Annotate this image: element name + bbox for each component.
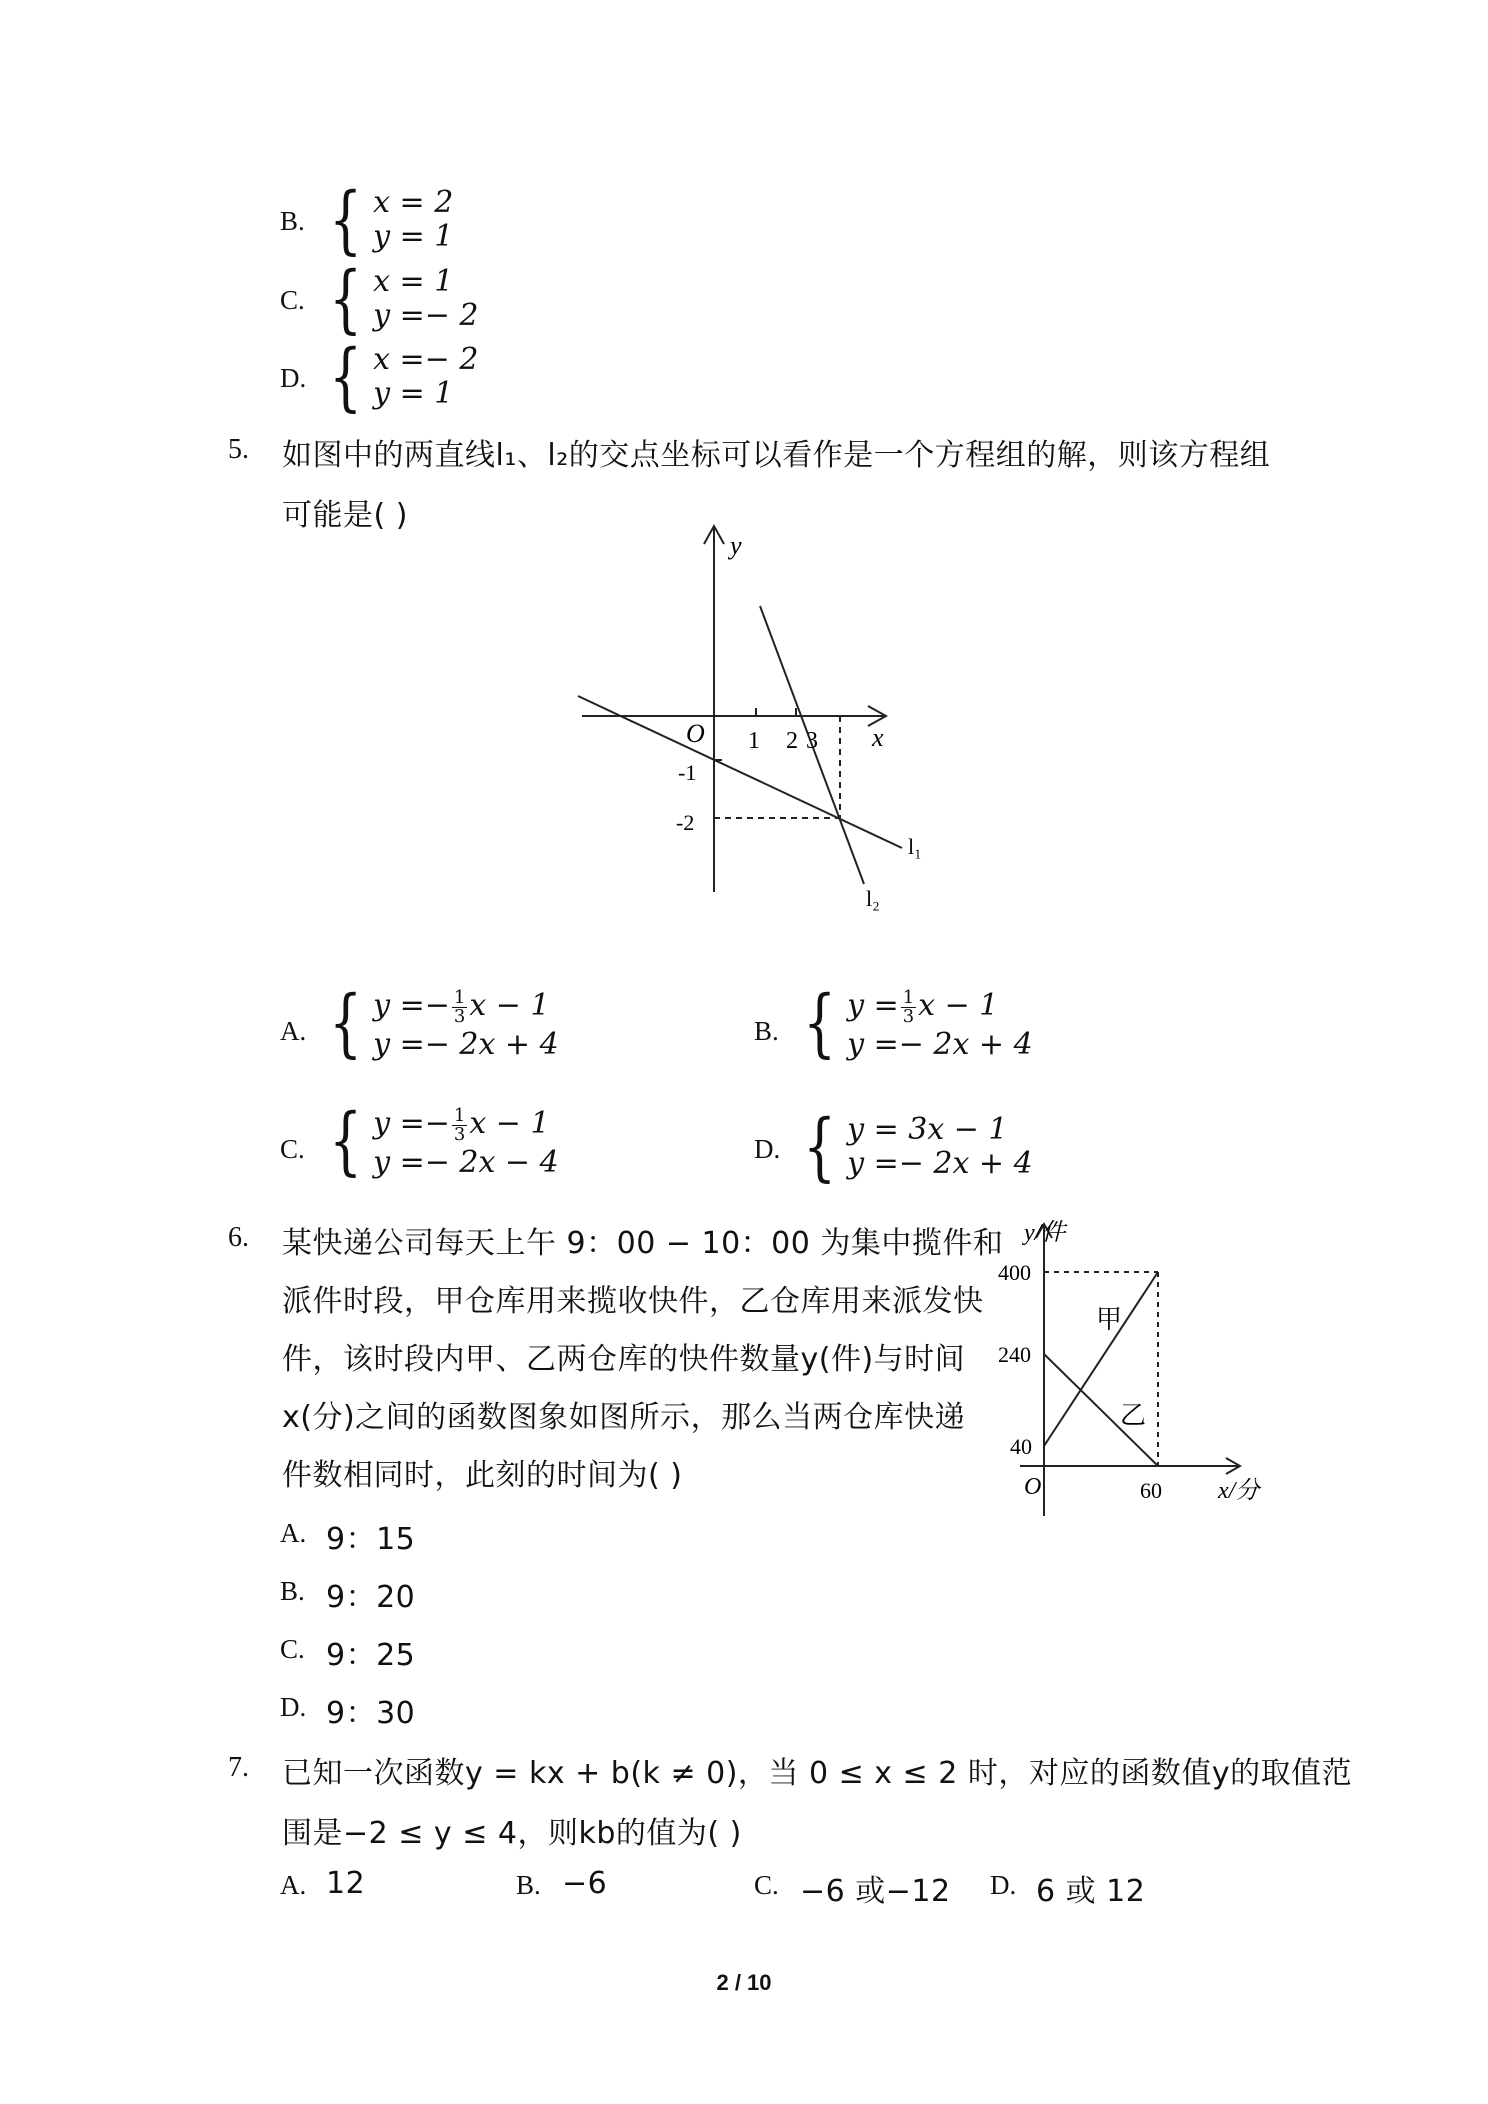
q7-option-d-label: D. [990,1870,1017,1900]
q6-stem-line3: 件，该时段内甲、乙两仓库的快件数量y(件)与时间 [282,1342,966,1377]
fraction: $\frac{1}{3}$ [902,986,915,1027]
fraction: $\frac{1}{3}$ [453,986,466,1027]
q5-option-b-eq1: y = $\frac{1}{3}$ x − 1 [847,986,999,1027]
q5-option-a-label: A. [280,1016,307,1046]
q7-stem-line1: 已知一次函数y = kx + b(k ≠ 0)，当 0 ≤ x ≤ 2 时，对应的函数值y的取值范 [282,1756,1353,1791]
x-tick-label-2: 2 [786,728,798,754]
y-tick-label-400: 400 [998,1260,1031,1285]
q4-option-b-eq1: x = 2 [373,185,454,220]
origin-label: O [686,719,705,748]
page-number: 2 / 10 [716,1970,772,1995]
q7-option-d-text: 6 或 12 [1036,1874,1146,1909]
q7-option-a-label: A. [280,1870,307,1900]
brace-icon: { [329,1098,363,1184]
q7-option-b-text: −6 [562,1866,608,1901]
q4-option-d-eq2: y = 1 [373,376,454,411]
q6-stem-line1: 某快递公司每天上午 9：00 − 10：00 为集中揽件和 [282,1226,1004,1261]
q4-option-b-label: B. [280,206,305,236]
q5-option-a-eq2: y =− 2x + 4 [373,1027,559,1062]
q6-option-a-text: 9：15 [326,1522,416,1557]
y-axis-label: y/件 [1024,1220,1066,1246]
q5-option-b-label: B. [754,1016,779,1046]
origin-label: O [1024,1474,1042,1500]
q4-option-d [322,334,479,420]
q5-option-d [796,1104,1033,1190]
y-tick-label-240: 240 [998,1342,1031,1367]
x-tick-label-60: 60 [1140,1478,1162,1503]
x-tick-label-1: 1 [748,728,760,754]
x-axis-label: x/分 [1218,1478,1260,1504]
q4-option-b-eq2: y = 1 [373,219,454,254]
y-tick-label-40: 40 [1010,1434,1032,1459]
brace-icon: { [803,980,837,1066]
q4-option-d-eq1: x =− 2 [373,342,479,377]
q6-option-c-text: 9：25 [326,1638,416,1673]
fraction: $\frac{1}{3}$ [453,1104,466,1145]
q5-stem-line1: 如图中的两直线l₁、l₂的交点坐标可以看作是一个方程组的解，则该方程组 [282,438,1271,473]
brace-icon: { [329,334,363,420]
q5-option-c-eq1: y =− $\frac{1}{3}$ x − 1 [373,1104,550,1145]
yi-label: 乙 [1120,1401,1147,1430]
q5-option-d-label: D. [754,1134,781,1164]
brace-icon: { [329,256,363,342]
q7-option-c-label: C. [754,1870,779,1900]
q5-option-c-label: C. [280,1134,305,1164]
q5-option-c [322,1098,559,1184]
q4-option-c-eq1: x = 1 [373,264,454,299]
q5-option-b [796,980,1033,1066]
q6-option-d-text: 9：30 [326,1696,416,1731]
q6-option-b-text: 9：20 [326,1580,416,1615]
q6-option-c-label: C. [280,1634,305,1664]
y-axis-label: y [730,531,742,560]
q5-option-a [322,980,559,1066]
q6-figure [990,1216,1280,1520]
y-tick-label-neg1: -1 [678,760,697,785]
q7-stem-line2: 围是−2 ≤ y ≤ 4，则kb的值为( ) [282,1816,742,1851]
q5-stem-line2: 可能是( ) [282,498,408,533]
q7-option-c-text: −6 或−12 [800,1874,951,1909]
q5-option-d-eq1: y = 3x − 1 [847,1112,1008,1147]
q7-option-b-label: B. [516,1870,541,1900]
q5-option-b-eq2: y =− 2x + 4 [847,1027,1033,1062]
l2-label: l₂ [866,886,880,911]
brace-icon: { [329,980,363,1066]
q6-option-d-label: D. [280,1692,307,1722]
q6-number: 6. [228,1222,249,1253]
q6-stem-line4: x(分)之间的函数图象如图所示，那么当两仓库快递 [282,1400,966,1435]
q6-stem-line2: 派件时段，甲仓库用来揽收快件，乙仓库用来派发快 [282,1284,984,1319]
q6-option-b-label: B. [280,1576,305,1606]
q4-option-d-label: D. [280,363,307,393]
q4-option-c-eq2: y =− 2 [373,298,479,333]
brace-icon: { [803,1104,837,1190]
x-tick-label-3: 3 [806,728,818,754]
q7-number: 7. [228,1752,249,1783]
q5-option-a-eq1: y =− $\frac{1}{3}$ x − 1 [373,986,550,1027]
x-axis-label: x [872,723,884,752]
q5-figure [560,520,940,920]
line-l1 [578,696,902,848]
q5-number: 5. [228,434,249,465]
q7-option-a-text: 12 [326,1866,366,1901]
brace-icon: { [329,177,363,263]
q4-option-c [322,256,479,342]
q4-option-b [322,177,454,263]
q6-option-a-label: A. [280,1518,307,1548]
y-tick-label-neg2: -2 [676,810,695,835]
q5-option-d-eq2: y =− 2x + 4 [847,1146,1033,1181]
jia-label: 甲 [1096,1305,1123,1334]
q5-option-c-eq2: y =− 2x − 4 [373,1145,559,1180]
q4-option-c-label: C. [280,285,305,315]
q6-stem-line5: 件数相同时，此刻的时间为( ) [282,1458,683,1493]
l1-label: l₁ [908,834,922,859]
